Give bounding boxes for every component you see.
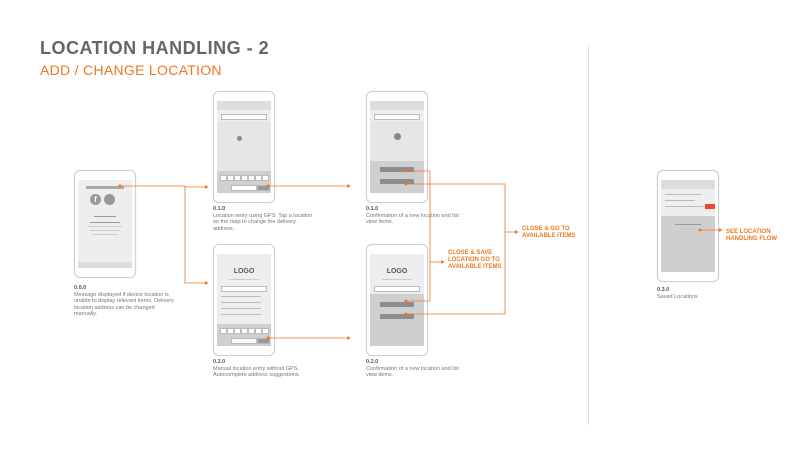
arrow-to-gps-entry (120, 186, 208, 187)
screen-3-description: Confirmation of a new location and list view items. (366, 212, 459, 225)
hotspot-dot (405, 183, 408, 186)
close-save-annotation: CLOSE & SAVE LOCATION GO TO AVAILABLE ITEMS (448, 250, 502, 270)
screen-2-id: 0.1.0 (213, 206, 226, 212)
logo: LOGO (233, 268, 255, 275)
arrow-to-manual-entry (185, 186, 208, 283)
hotspot-dot (267, 185, 270, 188)
page-subtitle: ADD / CHANGE LOCATION (40, 62, 222, 78)
hotspot-dot (267, 337, 270, 340)
hotspot-dot (119, 185, 122, 188)
screen-2-description: Location entry using GPS. Tap a location on the map to change the delivery address. (213, 212, 313, 232)
screen-1-id: 0.0.0 (74, 285, 87, 291)
screen-6-id: 0.3.0 (657, 287, 670, 293)
facebook-icon: f (90, 194, 101, 205)
hotspot-dot (405, 300, 408, 303)
screen-5-description: Confirmation of a new location and list view items. (366, 365, 459, 378)
arrow-manual-cancel-goto (406, 232, 505, 314)
see-location-annotation: SEE LOCATION HANDLING FLOW (726, 229, 777, 242)
screen-3-id: 0.1.0 (366, 206, 379, 212)
close-goto-annotation: CLOSE & GO TO AVAILABLE ITEMS (522, 226, 576, 239)
hotspot-dot (405, 313, 408, 316)
screen-5-id: 0.2.0 (366, 359, 379, 365)
screen-1-description: Message displayed if device location is unable to display relevant items. Delivery location address can be changed manually. (74, 291, 174, 317)
logo: LOGO (386, 268, 408, 275)
screen-6-description: Saved Locations (657, 293, 698, 300)
hotspot-dot (699, 229, 702, 232)
screen-4-description: Manual location entry without GPS. Autocomplete address suggestions. (213, 365, 301, 378)
hotspot-dot (405, 170, 408, 173)
arrow-gps-cancel-goto (406, 184, 518, 232)
page-title: LOCATION HANDLING - 2 (40, 38, 270, 58)
arrow-gps-confirm-save (406, 171, 444, 262)
arrow-manual-confirm-save (406, 262, 430, 301)
screen-4-id: 0.2.0 (213, 359, 226, 365)
